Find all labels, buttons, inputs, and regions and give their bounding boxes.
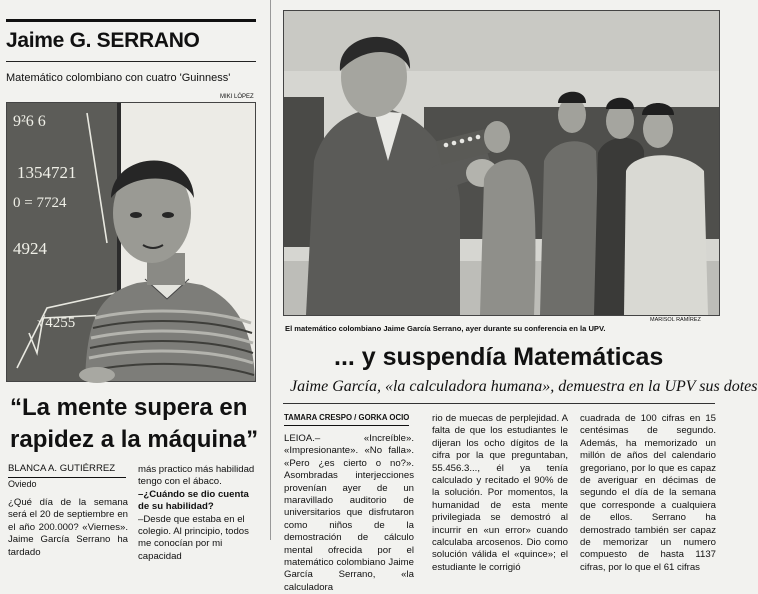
top-rule-left (6, 19, 256, 22)
headline: ... y suspendía Matemáticas (334, 343, 664, 371)
subhead: Jaime García, «la calculadora humana», demuestra en la UPV sus dotes (290, 378, 758, 395)
chalk-text-5: √4255 (37, 315, 76, 331)
interview-question: –¿Cuándo se dio cuenta de su habilidad? (138, 488, 249, 513)
right-column-1: LEIOA.– «Increíble». «Impresionante». «No falla». «Pero ¿es cierto o no?». Asombradas interjecciones provenían ayer de un maravillado auditorio de universitarios que disfrutaron como niños de la demostración de cálculo mental ofrecida por el matemático colombiano Jaime García Serrano, «la calculadora (284, 433, 414, 593)
title-underline (6, 61, 256, 62)
chalk-text-2: 1354721 (17, 163, 77, 182)
left-column-2 (138, 464, 262, 562)
byline: BLANCA A. GUTIÉRREZ (8, 463, 116, 474)
photo-credit: MIKI LÓPEZ (220, 94, 254, 100)
left-column-2-text: más practico más habilidad tengo con el ábaco. (138, 464, 255, 488)
byline-right-underline (284, 425, 409, 426)
page-divider (270, 0, 271, 540)
article-title: Jaime G. SERRANO (6, 29, 200, 52)
photo-caption: El matemático colombiano Jaime García Serrano, ayer durante su conferencia en la UPV. (285, 324, 606, 333)
conference-photo (283, 10, 720, 316)
pull-quote: “La mente supera en rapidez a la máquina” (10, 394, 259, 453)
portrait-photo (6, 102, 256, 382)
conference-illustration (284, 11, 719, 315)
article-subtitle: Matemático colombiano con cuatro 'Guinness' (6, 72, 231, 84)
photo-credit-right: MARISOL RAMÍREZ (650, 317, 701, 323)
byline-underline (8, 477, 126, 478)
byline-right: TAMARA CRESPO / GORKA OCIO (284, 413, 410, 422)
subhead-rule (283, 403, 715, 404)
chalk-text-1: 9²6 6 (13, 113, 46, 130)
dateline: Oviedo (8, 479, 37, 489)
left-column-1: ¿Qué día de la semana será el 20 de septiembre en el año 200.000? «Viernes». Jaime García Serrano ha tardado (8, 497, 128, 558)
chalk-text-3: 0 = 7724 (13, 195, 67, 211)
right-column-3: cuadrada de 100 cifras en 15 centésimas de segundo. Además, ha memorizado un millón de años del calendario gregoriano, por lo que es capaz de averiguar en décimas de segundo el día de la semana que corresponde a cualquiera de ellos. Serrano ha demostrado también ser capaz de memorizar un numero compuesto de hasta 1137 cifras, por lo que el 61 cifras (580, 413, 716, 573)
right-column-2: rio de muecas de perplejidad. A falta de que los estudiantes le dijeran los ocho dígitos de la cifra por la que preguntaban, 55.456.3..., él ya tenía calculado y recitado el 90% de la solución. Por momentos, la humanidad de esta mente privilegiada se demostró al incurrir en «un error» cuando calculaba arcosenos. Dio como solución válida el «quince»; el estudiante le corrigió (432, 413, 568, 573)
chalk-text-4: 4924 (13, 239, 47, 258)
interview-answer: –Desde que estaba en el colegio. Al principio, todos me conocían por mi capacidad (138, 513, 249, 562)
